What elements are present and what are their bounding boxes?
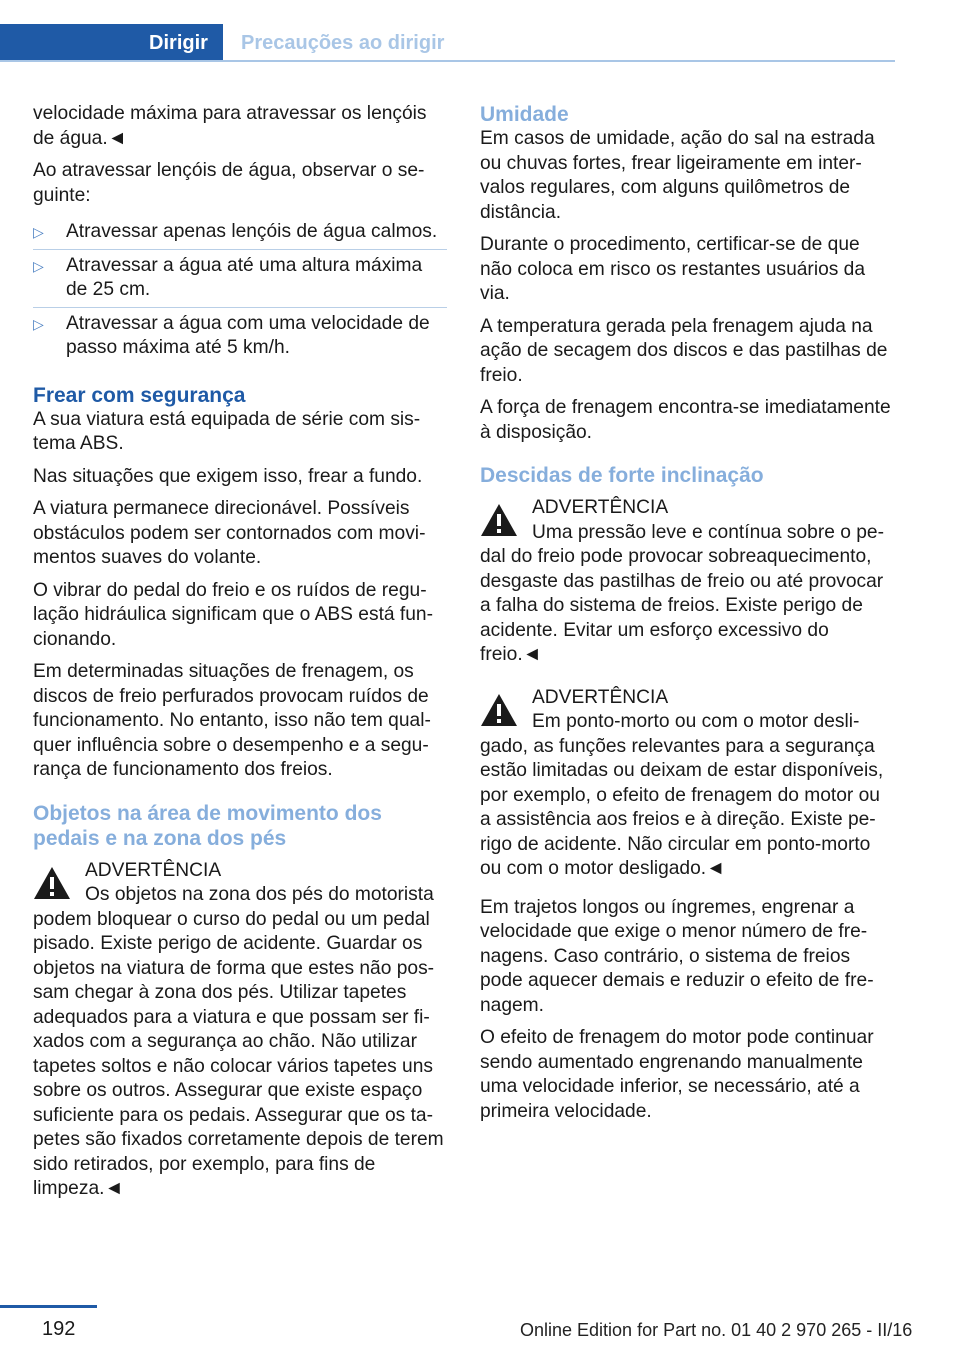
warning-text: Os objetos na zona dos pés do motorista podem bloquear o curso do pedal ou um pedal pisado. Existe perigo de acidente. Guardar os objetos na viatura de forma que estes não possam chegar à zona dos pés. Utilizar tapetes adequados para a viatura e que possam ser fixados com a segurança ao chão. Não utilizar tapetes soltos e não colocar vários tapetes uns sobre os outros. Assegurar que existe espaço suficiente para os pedais. Assegurar que os tapetes são fixados corretamente depois de terem sido retirados, por exemplo, para fins de limpeza.◄ (33, 884, 444, 1199)
warning-text: Em ponto-morto ou com o motor desligado, as funções relevantes para a segurança estão limitadas ou deixam de estar disponíveis, por exemplo, o efeito de frenagem do motor ou a assistência aos freios e à direção. Existe perigo de acidente. Não circular em ponto-morto ou com o motor desligado.◄ (480, 711, 884, 879)
list-item (33, 249, 447, 307)
header-bar (0, 24, 134, 62)
edition-text: Online Edition for Part no. 01 40 2 970 265 - II/16 (520, 1320, 913, 1340)
heading-umidade: Umidade (480, 103, 569, 126)
paragraph: A força de frenagem encontra-se imediatamente à disposição. (480, 397, 891, 443)
list-item-text: Atravessar a água até uma altura máxima de 25 cm. (66, 254, 423, 300)
heading-descidas: Descidas de forte inclinação (480, 464, 764, 487)
intro-paragraph: Ao atravessar lençóis de água, observar o seguinte: (33, 160, 425, 206)
right-column (480, 102, 894, 1132)
continued-text: velocidade máxima para atravessar os lençóis de água.◄ (33, 103, 427, 149)
paragraph: O efeito de frenagem do motor pode continuar sendo aumentado engrenando manualmente uma velocidade inferior, se necessário, até a primeira velocidade. (480, 1027, 874, 1122)
triangle-bullet-icon: ▷ (33, 315, 44, 332)
triangle-bullet-icon: ▷ (33, 224, 44, 240)
header-divider (0, 60, 895, 62)
list-item-text: Atravessar apenas lençóis de água calmos. (66, 221, 438, 242)
header-tab-precaucoes[interactable]: Precauções ao dirigir (241, 32, 445, 54)
header-tab-dirigir[interactable]: Dirigir (134, 24, 223, 62)
warning-box (480, 686, 894, 882)
paragraph: A temperatura gerada pela frenagem ajuda na ação de secagem dos discos e das pastilhas de freio. (480, 315, 888, 386)
paragraph: A sua viatura está equipada de série com sistema ABS. (33, 408, 421, 454)
paragraph: Nas situações que exigem isso, frear a fundo. (33, 465, 423, 487)
warning-triangle-icon (480, 692, 518, 728)
paragraph: Durante o procedimento, certificar-se de que não coloca em risco os restantes usuários da via. (480, 234, 866, 304)
paragraph: Em casos de umidade, ação do sal na estrada ou chuvas fortes, frear ligeiramente em intervalos regulares, com alguns quilômetros de distância. (480, 128, 875, 223)
paragraph: Em determinadas situações de frenagem, os discos de freio perfurados provocam ruídos de funcionamento. No entanto, isso não tem qualquer influência sobre o desempenho e a segurança de funcionamento dos freios. (33, 661, 431, 780)
triangle-bullet-icon: ▷ (33, 257, 44, 274)
heading-objetos: Objetos na área de movimento dos pedais e na zona dos pés (33, 801, 382, 850)
footer-divider (0, 1305, 97, 1308)
list-item (33, 216, 447, 249)
warning-box (480, 496, 894, 668)
page-number: 192 (42, 1318, 76, 1340)
paragraph: O vibrar do pedal do freio e os ruídos de regulação hidráulica significam que o ABS está funcionando. (33, 579, 433, 650)
warning-triangle-icon (33, 865, 71, 901)
warning-title: ADVERTÊNCIA (532, 497, 669, 518)
warning-title: ADVERTÊNCIA (532, 686, 669, 708)
paragraph: A viatura permanece direcionável. Possíveis obstáculos podem ser contornados com movimentos suaves do volante. (33, 498, 426, 568)
heading-frear: Frear com segurança (33, 383, 246, 407)
list-item-text: Atravessar a água com uma velocidade de passo máxima até 5 km/h. (66, 312, 430, 358)
paragraph: Em trajetos longos ou íngremes, engrenar a velocidade que exige o menor número de frenagens. Caso contrário, o sistema de freios pode aquecer demais e reduzir o efeito de frenagem. (480, 896, 874, 1016)
list-item (33, 307, 447, 365)
left-column (33, 102, 447, 1212)
warning-box (33, 859, 447, 1202)
warning-text: Uma pressão leve e contínua sobre o pedal do freio pode provocar sobreaquecimento, desgaste das pastilhas de freio ou até provocar a falha do sistema de freios. Existe perigo de acidente. Evitar um esforço excessivo do freio.◄ (480, 521, 884, 665)
warning-triangle-icon (480, 502, 518, 538)
warning-title: ADVERTÊNCIA (85, 859, 222, 881)
bullet-list (33, 216, 447, 365)
